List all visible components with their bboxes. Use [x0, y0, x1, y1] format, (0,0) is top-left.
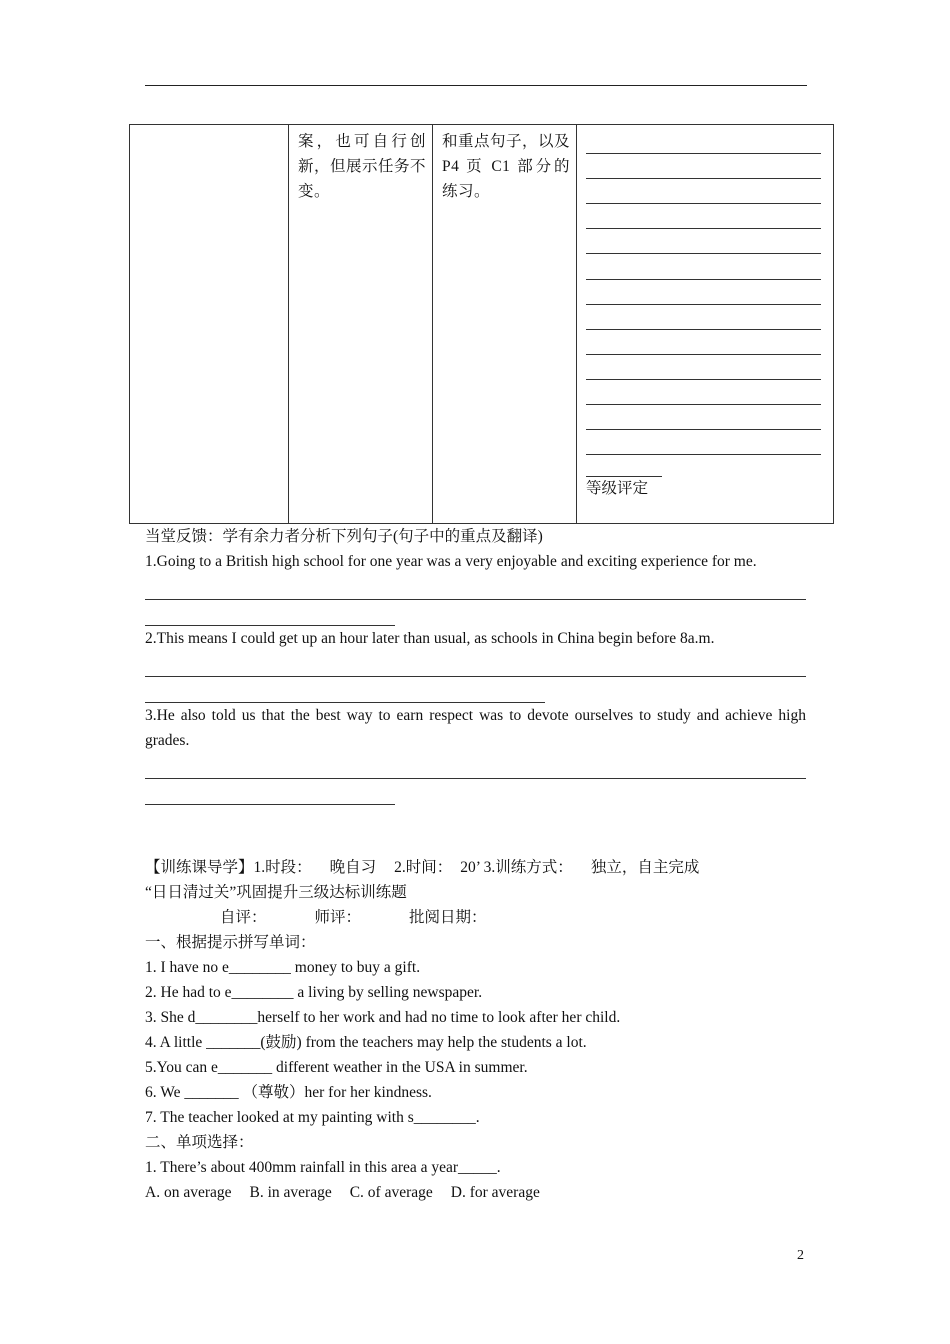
table-cell-3 — [433, 125, 577, 524]
spelling-item: 2. He had to e________ a living by selling newspaper. — [145, 984, 483, 1001]
training-header — [145, 855, 806, 880]
self-eval-label: 自评： — [220, 909, 267, 926]
cell-3-text: 和重点句子，以及 P4 页 C1 部分的练习。 — [442, 133, 571, 200]
choice-question-1: 1. There’s about 400mm rainfall in this area a year_____. — [145, 1159, 501, 1176]
activity-table — [129, 124, 834, 524]
header-rule — [145, 85, 807, 86]
answer-lines — [577, 125, 833, 500]
training-header-b: 晚自习 — [329, 859, 377, 876]
training-header-e: 独立，自主完成 — [590, 859, 700, 876]
section-2-title: 二、单项选择： — [145, 1134, 254, 1151]
option-a: A. on average — [145, 1184, 232, 1201]
option-d: D. for average — [450, 1184, 540, 1201]
answer-line — [586, 179, 821, 204]
evaluation-row — [145, 905, 806, 930]
table-cell-2 — [289, 125, 433, 524]
choice-options — [145, 1180, 806, 1205]
answer-line — [586, 305, 821, 330]
answer-line — [586, 229, 821, 254]
spelling-item: 5.You can e_______ different weather in the USA in summer. — [145, 1059, 528, 1076]
answer-blank — [145, 651, 806, 677]
main-content — [145, 524, 806, 1205]
option-c: C. of average — [349, 1184, 433, 1201]
training-header-c: 2.时间： — [394, 859, 453, 876]
table-cell-4 — [577, 125, 834, 524]
answer-line — [586, 204, 821, 229]
training-header-a: 【训练课导学】1.时段： — [145, 859, 312, 876]
spelling-item: 7. The teacher looked at my painting with s________. — [145, 1109, 480, 1126]
spelling-item: 1. I have no e________ money to buy a gift. — [145, 959, 421, 976]
cell-2-text: 案，也可自行创新，但展示任务不变。 — [298, 133, 427, 200]
spelling-item: 6. We _______ （尊敬）her for her kindness. — [145, 1084, 432, 1101]
table-cell-1 — [130, 125, 289, 524]
training-subtitle: “日日清过关”巩固提升三级达标训练题 — [145, 884, 407, 901]
page-number: 2 — [797, 1248, 804, 1263]
section-1-title: 一、根据提示拼写单词： — [145, 934, 316, 951]
answer-blank — [145, 753, 806, 779]
answer-line — [586, 380, 821, 405]
spelling-item: 4. A little _______(鼓励) from the teachers may help the students a lot. — [145, 1034, 587, 1051]
spelling-item: 3. She d________herself to her work and had no time to look after her child. — [145, 1009, 621, 1026]
feedback-sentence-2: 2.This means I could get up an hour later than usual, as schools in China begin before 8a.m. — [145, 630, 715, 647]
answer-line-short — [586, 455, 662, 477]
answer-line — [586, 330, 821, 355]
option-b: B. in average — [249, 1184, 332, 1201]
feedback-sentence-1: 1.Going to a British high school for one year was a very enjoyable and exciting experience for me. — [145, 553, 757, 570]
answer-blank — [145, 677, 545, 703]
answer-line — [586, 154, 821, 179]
answer-blank — [145, 600, 395, 626]
training-header-d: 20’ 3.训练方式： — [460, 859, 573, 876]
answer-line — [586, 355, 821, 380]
grade-label: 等级评定 — [586, 480, 649, 498]
answer-blank — [145, 574, 806, 600]
feedback-sentence-3: 3.He also told us that the best way to earn respect was to devote ourselves to study and achieve high grades. — [145, 707, 806, 749]
answer-blank — [145, 779, 395, 805]
review-date-label: 批阅日期： — [409, 909, 487, 926]
spacer — [145, 805, 806, 855]
answer-line — [586, 280, 821, 305]
feedback-heading: 当堂反馈：学有余力者分析下列句子(句子中的重点及翻译) — [145, 528, 543, 545]
answer-line — [586, 430, 821, 455]
answer-line — [586, 129, 821, 154]
teacher-eval-label: 师评： — [314, 909, 362, 926]
answer-line — [586, 405, 821, 430]
answer-line — [586, 254, 821, 279]
